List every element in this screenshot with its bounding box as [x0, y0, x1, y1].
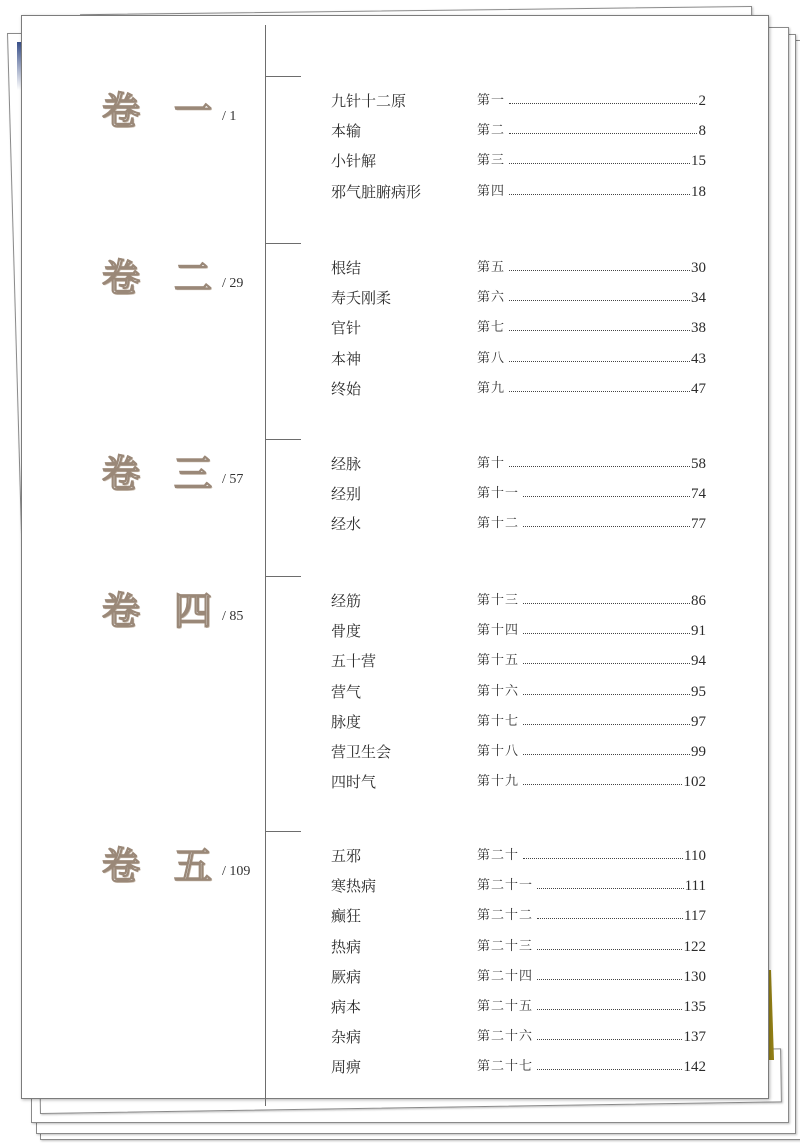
chapter-number: 第十九 — [477, 774, 520, 790]
toc-entry[interactable] — [331, 680, 706, 704]
dot-leader — [509, 270, 690, 271]
toc-entry[interactable] — [331, 649, 706, 673]
chapter-title: 经水 — [331, 515, 362, 534]
page-number: 91 — [691, 623, 706, 640]
chapter-title: 本输 — [331, 122, 362, 141]
volume-tick-line — [265, 439, 301, 440]
chapter-title: 营气 — [331, 682, 362, 701]
chapter-number: 第十三 — [477, 593, 520, 608]
toc-entry[interactable] — [331, 180, 706, 204]
toc-entry[interactable] — [331, 740, 706, 764]
toc-entry[interactable] — [331, 1025, 706, 1049]
page-number: 94 — [691, 653, 706, 670]
chapter-number: 第十 — [477, 456, 506, 471]
toc-entry[interactable] — [331, 619, 706, 643]
dot-leader — [509, 194, 690, 195]
chapter-number: 第二十七 — [477, 1059, 534, 1075]
volume-tick-line — [265, 576, 301, 577]
toc-entry[interactable] — [331, 119, 706, 143]
volume-prefix: 卷 — [102, 255, 141, 300]
chapter-number: 第十七 — [477, 713, 520, 729]
dot-leader — [509, 391, 690, 392]
page-number: 34 — [691, 290, 706, 307]
chapter-title: 脉度 — [331, 712, 362, 731]
toc-entry[interactable] — [331, 710, 706, 734]
page-number: 137 — [683, 1029, 706, 1046]
page-number: 142 — [683, 1059, 706, 1076]
toc-entry[interactable] — [331, 452, 706, 476]
toc-entry[interactable] — [331, 1055, 706, 1079]
chapter-number: 第二 — [477, 123, 506, 139]
chapter-number: 第十四 — [477, 623, 520, 639]
chapter-title: 终始 — [331, 379, 362, 398]
page-number: 99 — [691, 744, 706, 760]
toc-entry[interactable] — [331, 256, 706, 280]
chapter-number: 第一 — [477, 93, 506, 108]
dot-leader — [523, 724, 690, 725]
toc-entry[interactable] — [331, 377, 706, 401]
chapter-number: 第十一 — [477, 486, 520, 502]
chapter-number: 第六 — [477, 290, 506, 306]
page-number: 111 — [684, 878, 706, 895]
volume-prefix: 卷 — [102, 88, 141, 133]
chapter-title: 四时气 — [331, 773, 377, 792]
chapter-title: 寿夭刚柔 — [331, 289, 392, 308]
dot-leader — [523, 663, 690, 664]
chapter-title: 热病 — [331, 937, 362, 956]
dot-leader — [523, 603, 690, 604]
chapter-title: 骨度 — [331, 622, 362, 641]
chapter-title: 寒热病 — [331, 877, 377, 896]
chapter-number: 第三 — [477, 153, 506, 169]
chapter-title: 周痹 — [331, 1058, 362, 1077]
page-number: 30 — [691, 260, 706, 276]
dot-leader — [523, 858, 683, 859]
chapter-title: 九针十二原 — [331, 92, 407, 110]
toc-entry[interactable] — [331, 589, 706, 613]
chapter-title: 五十营 — [331, 652, 377, 671]
chapter-number: 第二十六 — [477, 1029, 534, 1045]
chapter-number: 第十二 — [477, 516, 520, 532]
page-number: 77 — [691, 516, 706, 533]
chapter-number: 第十五 — [477, 653, 520, 669]
chapter-number: 第五 — [477, 260, 506, 275]
toc-page — [21, 15, 769, 1099]
chapter-title: 官针 — [331, 319, 362, 338]
chapter-number: 第二十五 — [477, 999, 534, 1014]
toc-entry[interactable] — [331, 874, 706, 898]
volume-numeral: 一 — [174, 88, 213, 133]
volume-prefix: 卷 — [102, 451, 141, 496]
chapter-number: 第七 — [477, 320, 506, 336]
chapter-title: 癫狂 — [331, 907, 362, 926]
chapter-title: 经脉 — [331, 455, 362, 473]
chapter-number: 第二十一 — [477, 878, 534, 894]
dot-leader — [537, 1039, 682, 1040]
page-number: 122 — [683, 938, 706, 955]
toc-entry[interactable] — [331, 844, 706, 868]
chapter-number: 第二十 — [477, 848, 520, 863]
volume-start-page: / 109 — [222, 864, 251, 879]
chapter-number: 第九 — [477, 380, 506, 396]
volume-tick-line — [265, 831, 301, 832]
dot-leader — [523, 633, 690, 634]
page-number: 130 — [683, 968, 706, 985]
chapter-number: 第二十四 — [477, 968, 534, 984]
toc-entry[interactable] — [331, 482, 706, 506]
page-number: 18 — [691, 183, 706, 200]
chapter-number: 第二十三 — [477, 938, 534, 954]
dot-leader — [523, 526, 690, 527]
page-number: 58 — [691, 456, 706, 472]
volume-start-page: / 1 — [222, 109, 237, 124]
volume-numeral: 五 — [174, 843, 213, 888]
dot-leader — [523, 784, 682, 785]
chapter-number: 第二十二 — [477, 908, 534, 924]
dot-leader — [509, 163, 690, 164]
page-number: 95 — [691, 683, 706, 700]
toc-entry[interactable] — [331, 316, 706, 340]
page-number: 117 — [684, 908, 706, 925]
chapter-title: 本神 — [331, 349, 362, 368]
volume-numeral: 二 — [174, 255, 213, 300]
toc-entry[interactable] — [331, 935, 706, 959]
toc-entry[interactable] — [331, 770, 706, 794]
chapter-number: 第四 — [477, 183, 506, 199]
volume-prefix: 卷 — [102, 588, 141, 633]
dot-leader — [509, 466, 690, 467]
dot-leader — [523, 496, 690, 497]
chapter-title: 经筋 — [331, 592, 362, 610]
page-number: 86 — [691, 593, 706, 609]
volume-numeral: 四 — [174, 588, 213, 633]
toc-entry[interactable] — [331, 965, 706, 989]
page-number: 74 — [691, 486, 706, 503]
chapter-title: 五邪 — [331, 847, 362, 865]
dot-leader — [509, 361, 690, 362]
chapter-title: 经别 — [331, 485, 362, 504]
dot-leader — [509, 300, 690, 301]
toc-entry[interactable] — [331, 89, 706, 113]
dot-leader — [537, 1069, 682, 1070]
dot-leader — [537, 918, 683, 919]
toc-entry[interactable] — [331, 149, 706, 173]
dot-leader — [523, 694, 690, 695]
dot-leader — [509, 133, 697, 134]
dot-leader — [537, 949, 682, 950]
chapter-title: 病本 — [331, 998, 362, 1016]
dot-leader — [509, 103, 697, 104]
dot-leader — [537, 888, 684, 889]
toc-entry[interactable] — [331, 512, 706, 536]
toc-entry[interactable] — [331, 347, 706, 371]
volume-start-page: / 85 — [222, 609, 244, 624]
toc-entry[interactable] — [331, 995, 706, 1019]
volume-numeral: 三 — [174, 451, 213, 496]
volume-prefix: 卷 — [102, 843, 141, 888]
page-number: 43 — [691, 350, 706, 367]
dot-leader — [537, 1009, 682, 1010]
chapter-number: 第十八 — [477, 744, 520, 759]
dot-leader — [509, 330, 690, 331]
toc-divider-line — [265, 25, 266, 1106]
page-number: 135 — [683, 999, 706, 1015]
chapter-title: 杂病 — [331, 1028, 362, 1047]
page-number: 102 — [683, 774, 706, 791]
volume-start-page: / 57 — [222, 472, 244, 487]
page-number: 2 — [698, 93, 706, 109]
toc-entry[interactable] — [331, 904, 706, 928]
page-number: 47 — [691, 380, 706, 397]
dot-leader — [523, 754, 690, 755]
page-number: 15 — [691, 153, 706, 170]
chapter-title: 邪气脏腑病形 — [331, 182, 422, 201]
volume-start-page: / 29 — [222, 276, 244, 291]
chapter-title: 小针解 — [331, 152, 377, 171]
page-number: 8 — [698, 123, 706, 140]
dot-leader — [537, 979, 682, 980]
volume-tick-line — [265, 243, 301, 244]
chapter-number: 第八 — [477, 350, 506, 366]
chapter-title: 厥病 — [331, 967, 362, 986]
chapter-title: 营卫生会 — [331, 743, 392, 761]
volume-tick-line — [265, 76, 301, 77]
page-number: 110 — [684, 848, 706, 864]
chapter-number: 第十六 — [477, 683, 520, 699]
toc-entry[interactable] — [331, 286, 706, 310]
page-number: 97 — [691, 713, 706, 730]
page-number: 38 — [691, 320, 706, 337]
chapter-title: 根结 — [331, 259, 362, 277]
